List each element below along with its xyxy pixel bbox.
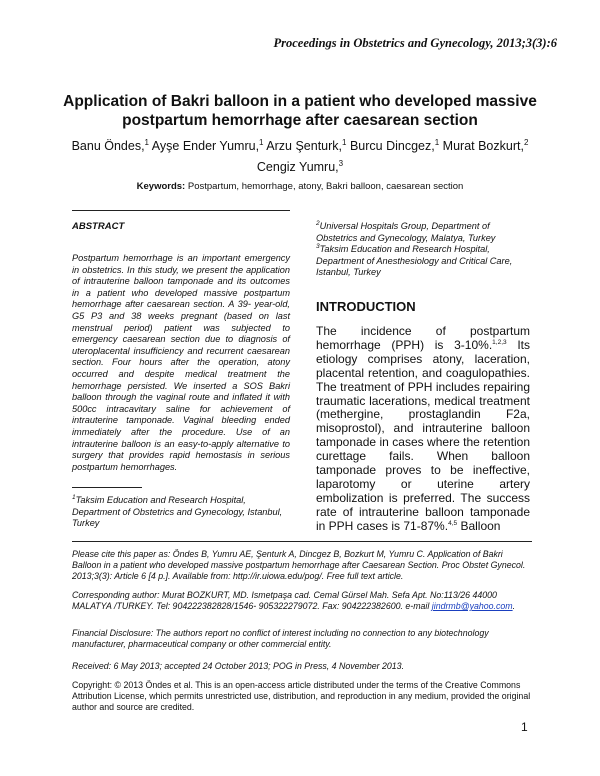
abstract-heading: ABSTRACT — [72, 221, 125, 232]
author-affiliation-mark: 1 — [434, 138, 440, 147]
article-title: Application of Bakri balloon in a patient who developed massive postpartum hemorrhage after caesarean section — [63, 93, 537, 129]
corresponding-author-text: Corresponding author: Murat BOZKURT, MD. Ismetpaşa cad. Cemal Gürsel Mah. Sefa Apt. No:113/26 44000 MALATYA /TURKEY. Tel: 904222382828/1546- 905322279072. Fax: 904222382600. e-mail — [72, 590, 497, 611]
author-list — [60, 134, 540, 176]
author-affiliation-mark: 3 — [338, 159, 344, 169]
email-link[interactable]: jindrmb@yahoo.com — [431, 601, 513, 611]
affiliations-2-3 — [316, 221, 530, 279]
author-affiliation-mark: 1 — [342, 138, 347, 147]
affiliation-rule — [72, 487, 142, 488]
keywords-line — [60, 181, 540, 192]
reference-mark: 4,5 — [448, 519, 458, 527]
abstract-body: Postpartum hemorrhage is an important emergency in obstetrics. In this study, we present the application of intrauterine balloon tamponade and its outcomes in a patient who developed massive postpartum hemorrhage after caesarean section. A 39- year-old, G5 P3 and 38 weeks pregnant (based on last menstrual period) patient was subjected to emergency caesarean section due to diagnosis of uteroplacental insufficiency and recurrent caesarean section. Four hours after the operation, atony occurred and despite medical treatment the hemorrhage persisted. We inserted a SOS Bakri balloon through the vaginal route and inflated it with 500cc intracavitary saline for achievement of intrauterine tamponade. Vaginal bleeding ended immediately after the procedure. Use of an intrauterine balloon is an easy-to-apply alternative to surgery that provides rapid hemostasis in serious postpartum hemorrhages. — [72, 253, 290, 472]
keywords-label: Keywords: — [136, 181, 186, 192]
copyright-notice: Copyright: © 2013 Öndes et al. This is an open-access article distributed under the terms of the Creative Commons Attribution License, which permits unrestricted use, distribution, and reproduction in any medium, provided the original author and source are credited. — [72, 680, 531, 712]
citation-note: Please cite this paper as: Öndes B, Yumru AE, Şenturk A, Dincgez B, Bozkurt M, Yumru C. Application of Bakri Balloon in a patient who developed massive postpartum hemorrhage after Caesarean Section. Proc Obstet Gynecol. 2013;3(3): Article 6 [4 p.]. Available from: http://ir.uiowa.edu/pog/. Free full text article. — [72, 549, 526, 581]
author-name: Ayşe Ender Yumru, — [151, 139, 260, 154]
introduction-body — [316, 325, 530, 534]
affiliation-text: Taksim Education and Research Hospital, Department of Obstetrics and Gynecology, Istanbul, Turkey — [72, 495, 283, 529]
affiliation-mark: 3 — [316, 243, 320, 251]
affiliation-text: Taksim Education and Research Hospital, Department of Anesthesiology and Critical Care, Istanbul, Turkey — [316, 244, 513, 278]
introduction-text: Balloon — [457, 518, 501, 533]
introduction-text: The incidence of postpartum hemorrhage (PPH) is 3-10%. — [316, 324, 530, 352]
page-number: 1 — [521, 720, 528, 734]
author-name: Murat Bozkurt, — [442, 139, 524, 154]
affiliation-mark: 2 — [316, 219, 320, 227]
introduction-heading: INTRODUCTION — [316, 299, 416, 314]
author-name: Banu Öndes, — [71, 139, 145, 154]
author-affiliation-mark: 1 — [144, 138, 149, 147]
footer-rule — [72, 541, 532, 542]
received-dates: Received: 6 May 2013; accepted 24 October 2013; POG in Press, 4 November 2013. — [72, 661, 405, 671]
keywords-text: Postpartum, hemorrhage, atony, Bakri balloon, caesarean section — [187, 181, 464, 192]
author-name: Cengiz Yumru, — [256, 160, 339, 175]
affiliation-mark: 1 — [72, 493, 76, 501]
corresponding-author — [72, 590, 532, 612]
journal-header: Proceedings in Obstetrics and Gynecology, 2013;3(3):6 — [273, 36, 557, 50]
author-name: Arzu Şenturk, — [266, 139, 343, 154]
financial-disclosure: Financial Disclosure: The authors report no conflict of interest including no connection to any biotechnology manufacturer, pharmaceutical company or other commercial entity. — [72, 628, 489, 649]
affiliation-text: Universal Hospitals Group, Department of Obstetrics and Gynecology, Malatya, Turkey — [316, 221, 496, 243]
author-affiliation-mark: 2 — [523, 138, 529, 147]
reference-mark: 1,2,3 — [492, 338, 507, 346]
abstract-top-rule — [72, 210, 290, 211]
author-affiliation-mark: 1 — [259, 138, 264, 147]
author-name: Burcu Dincgez, — [349, 139, 435, 154]
corresponding-author-end: . — [512, 601, 516, 611]
introduction-text: Its etiology comprises atony, laceration, placental retention, and coagulopathies. The treatment of PPH includes repairing traumatic lacerations, medical treatment (methergine, prostaglandin F2a, misoprostol), and intrauterine balloon tamponade in cases where the retention curettage fails. When balloon tamponade proves to be ineffective, laparotomy or uterine artery embolization is preferred. The success rate of intrauterine balloon tamponade in PPH cases is 71-87%. — [316, 337, 530, 533]
affiliation-1 — [72, 495, 290, 530]
